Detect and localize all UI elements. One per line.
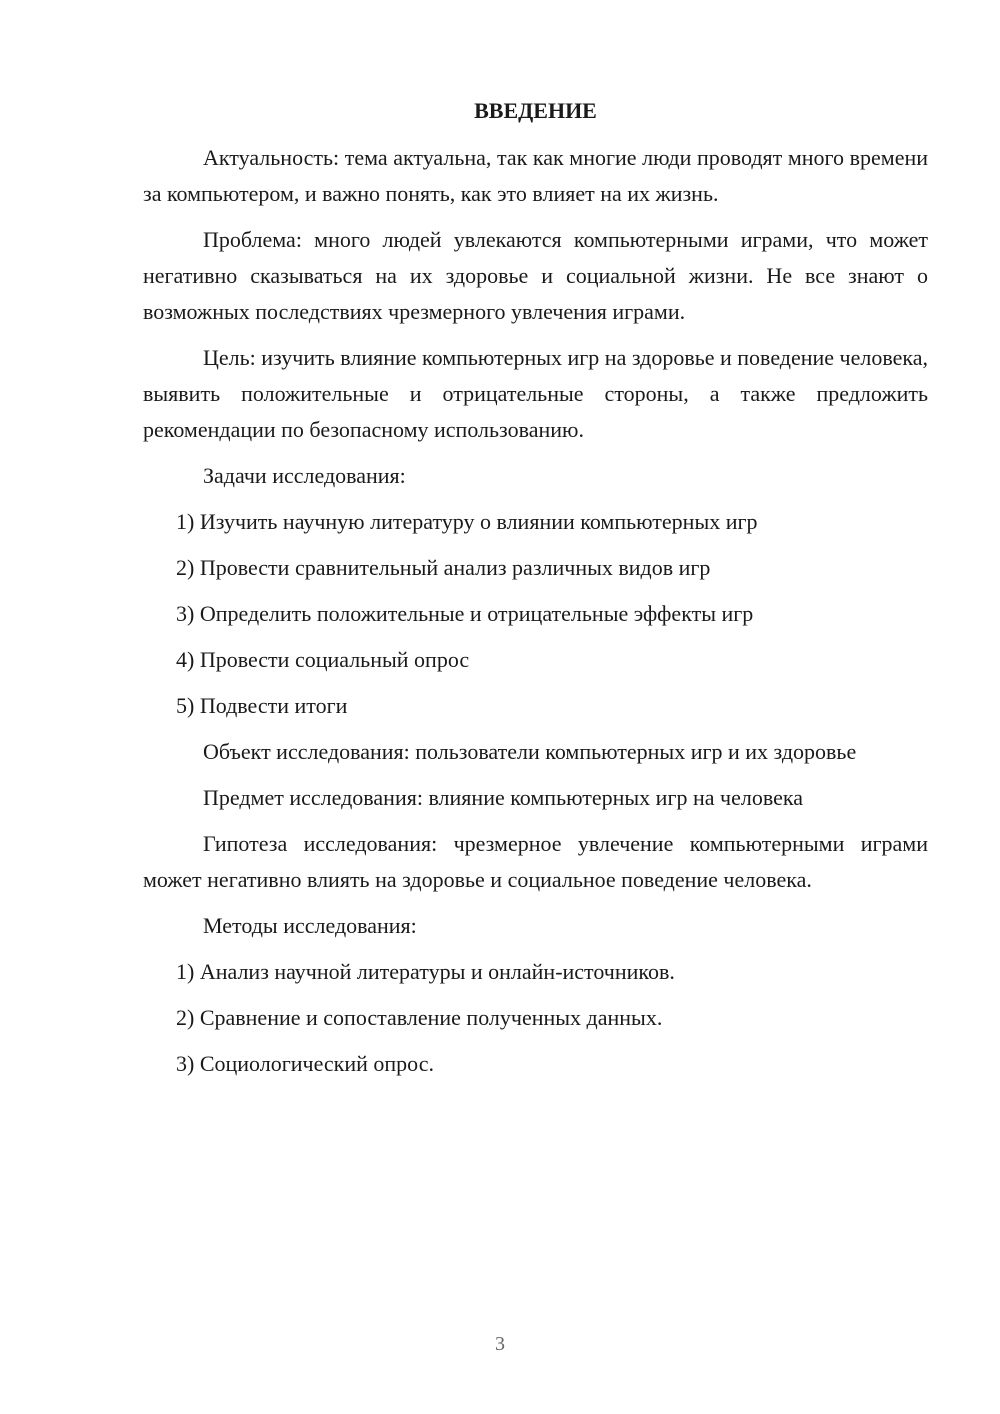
- document-title: ВВЕДЕНИЕ: [474, 98, 597, 123]
- task-item-3: 3) Определить положительные и отрицательные эффекты игр: [176, 601, 754, 626]
- problem-paragraph: Проблема: много людей увлекаются компьютерными играми, что может негативно сказываться на их здоровье и социальной жизни. Не все знают о возможных последствиях чрезмерного увлечения играми.: [143, 227, 928, 324]
- task-item-4: 4) Провести социальный опрос: [176, 647, 470, 672]
- method-item-1: 1) Анализ научной литературы и онлайн-источников.: [176, 959, 675, 984]
- document-page: [143, 96, 928, 1092]
- methods-heading: Методы исследования:: [203, 913, 417, 938]
- object-paragraph: Объект исследования: пользователи компьютерных игр и их здоровье: [203, 739, 857, 764]
- methods-list: [143, 954, 928, 1082]
- method-item-3: 3) Социологический опрос.: [176, 1051, 434, 1076]
- relevance-paragraph: Актуальность: тема актуальна, так как многие люди проводят много времени за компьютером, и важно понять, как это влияет на их жизнь.: [143, 145, 928, 206]
- subject-paragraph: Предмет исследования: влияние компьютерных игр на человека: [203, 785, 803, 810]
- tasks-list: [143, 504, 928, 724]
- goal-paragraph: Цель: изучить влияние компьютерных игр на здоровье и поведение человека, выявить положительные и отрицательные стороны, а также предложить рекомендации по безопасному использованию.: [143, 345, 929, 442]
- task-item-1: 1) Изучить научную литературу о влиянии компьютерных игр: [176, 509, 758, 534]
- tasks-heading: Задачи исследования:: [203, 463, 406, 488]
- page-number: 3: [495, 1333, 505, 1355]
- hypothesis-paragraph: Гипотеза исследования: чрезмерное увлечение компьютерными играми может негативно влиять на здоровье и социальное поведение человека.: [143, 831, 928, 892]
- task-item-2: 2) Провести сравнительный анализ различных видов игр: [176, 555, 711, 580]
- task-item-5: 5) Подвести итоги: [176, 693, 348, 718]
- method-item-2: 2) Сравнение и сопоставление полученных данных.: [176, 1005, 663, 1030]
